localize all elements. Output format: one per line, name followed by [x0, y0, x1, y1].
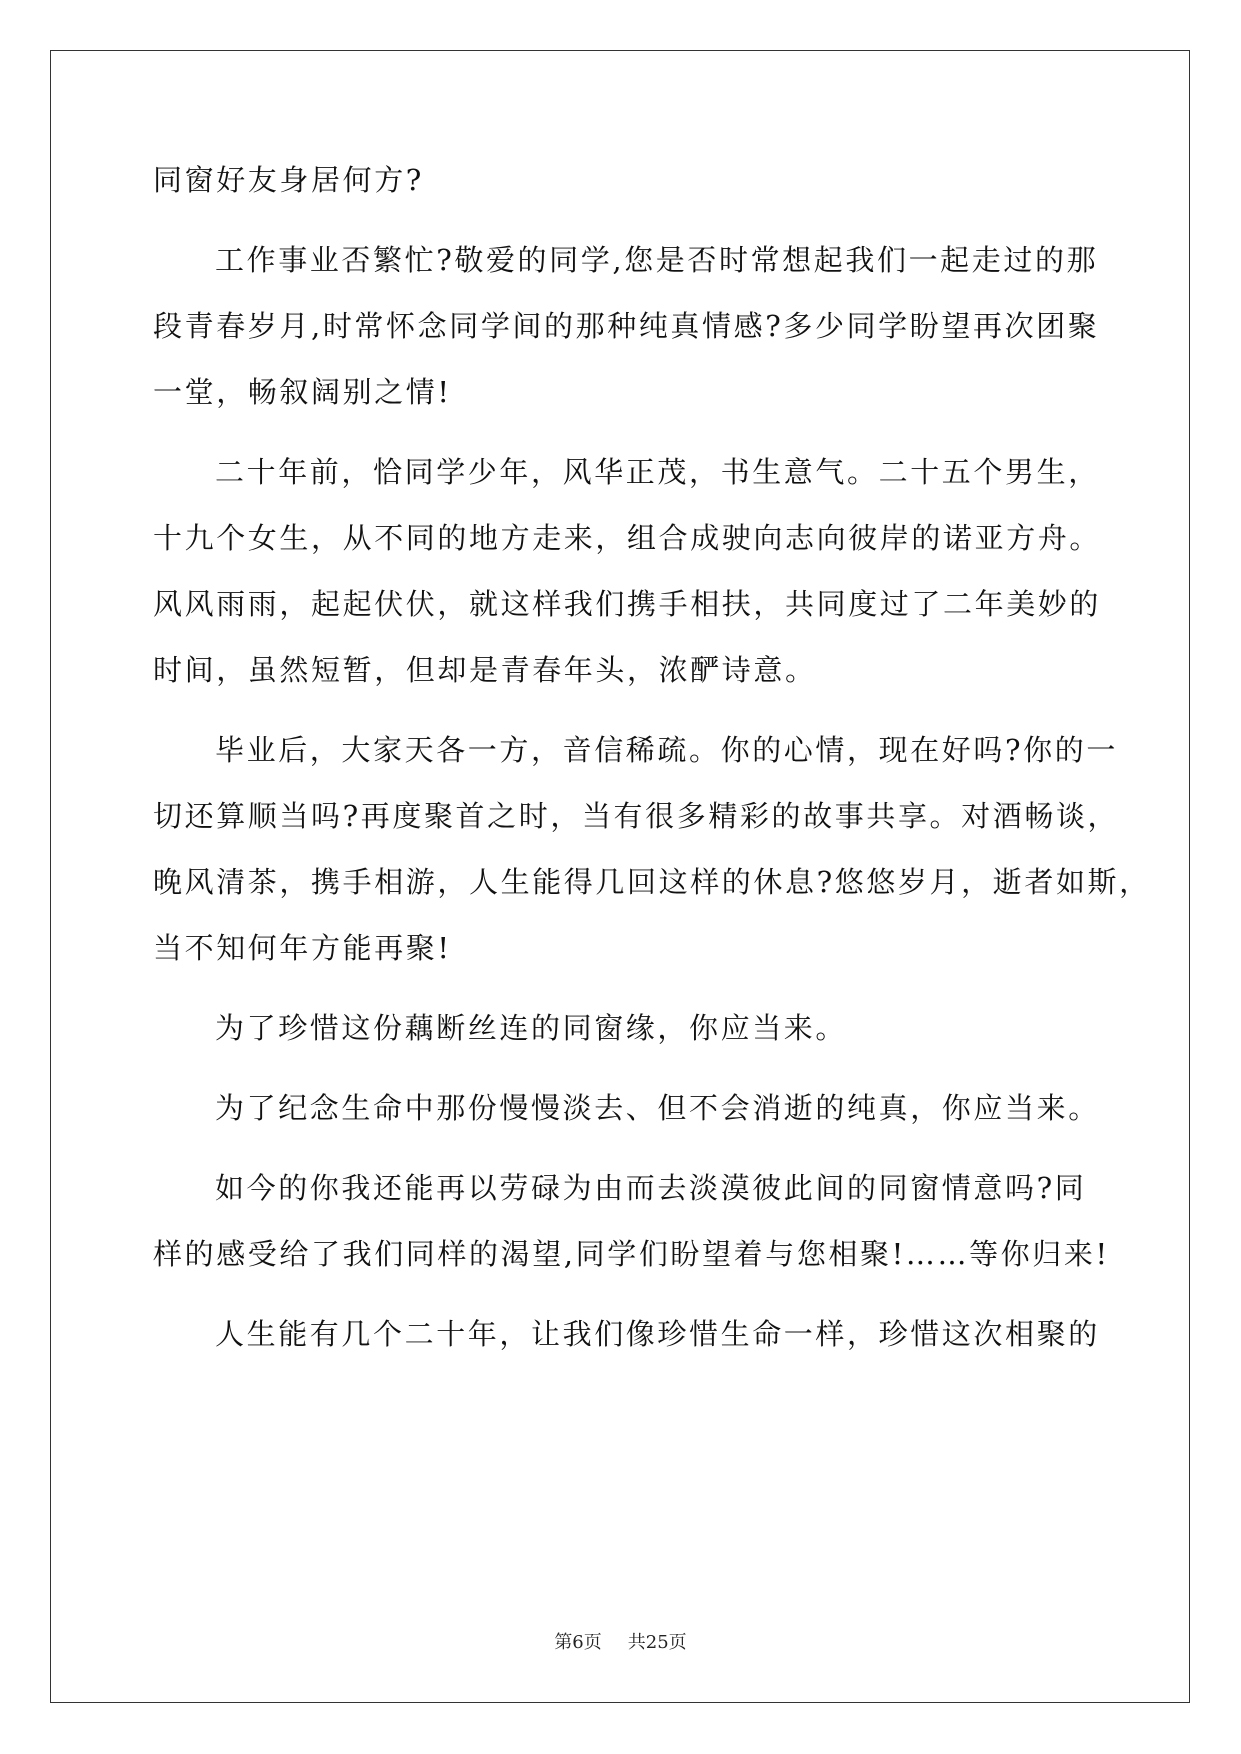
text-line: 工作事业否繁忙?敬爱的同学,您是否时常想起我们一起走过的那 — [215, 243, 1099, 277]
text-line: 为了珍惜这份藕断丝连的同窗缘，你应当来。 — [215, 1011, 848, 1045]
text-line: 段青春岁月,时常怀念同学间的那种纯真情感?多少同学盼望再次团聚 — [153, 309, 1100, 343]
text-line: 毕业后，大家天各一方，音信稀疏。你的心情，现在好吗?你的一 — [215, 733, 1118, 767]
text-line: 一堂，畅叙阔别之情! — [153, 375, 452, 409]
page-number: 第6页 — [554, 1632, 602, 1653]
text-line: 样的感受给了我们同样的渴望,同学们盼望着与您相聚!……等你归来! — [153, 1237, 1110, 1271]
page-total: 共25页 — [627, 1632, 687, 1653]
text-line: 晚风清茶，携手相游，人生能得几回这样的休息?悠悠岁月，逝者如斯， — [153, 865, 1151, 899]
text-line: 时间，虽然短暂，但却是青春年头，浓酽诗意。 — [153, 653, 817, 687]
text-line: 如今的你我还能再以劳碌为由而去淡漠彼此间的同窗情意吗?同 — [215, 1171, 1087, 1205]
text-line: 人生能有几个二十年，让我们像珍惜生命一样，珍惜这次相聚的 — [215, 1317, 1100, 1351]
text-line: 为了纪念生命中那份慢慢淡去、但不会消逝的纯真，你应当来。 — [215, 1091, 1100, 1125]
text-line: 同窗好友身居何方? — [153, 163, 424, 197]
text-line: 风风雨雨，起起伏伏，就这样我们携手相扶，共同度过了二年美妙的 — [153, 587, 1102, 621]
text-line: 当不知何年方能再聚! — [153, 931, 452, 965]
text-line: 二十年前，恰同学少年，风华正茂，书生意气。二十五个男生， — [215, 455, 1100, 489]
text-line: 切还算顺当吗?再度聚首之时，当有很多精彩的故事共享。对酒畅谈， — [153, 799, 1120, 833]
page-footer — [0, 1631, 1241, 1655]
text-line: 十九个女生，从不同的地方走来，组合成驶向志向彼岸的诺亚方舟。 — [153, 521, 1102, 555]
